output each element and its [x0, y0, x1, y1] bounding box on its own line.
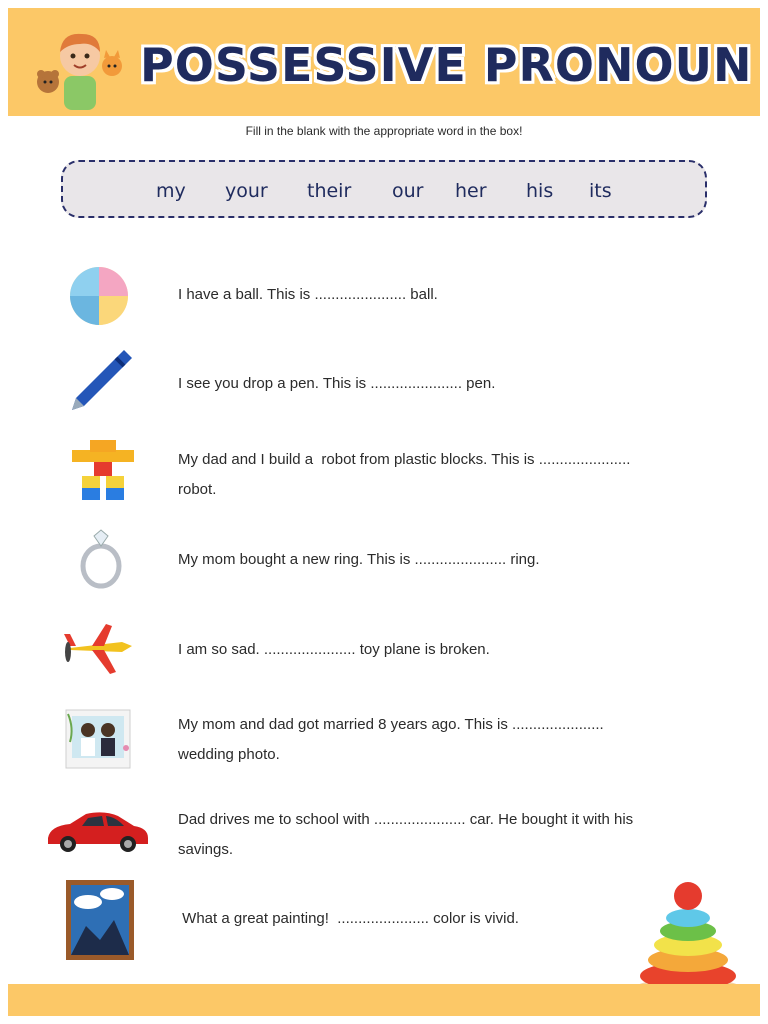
painting-icon [66, 880, 134, 960]
page-title: POSSESSIVE PRONOUN [140, 38, 753, 92]
pen-icon [66, 344, 138, 414]
question-text: My mom bought a new ring. This is ...................... ring. [178, 551, 540, 568]
word-bank-box [61, 160, 707, 218]
word-bank-item: her [455, 180, 487, 202]
wedding-photo-icon [64, 708, 132, 770]
question-text: What a great painting! ...................... color is vivid. [178, 910, 519, 927]
header-banner [8, 8, 760, 116]
question-text: I see you drop a pen. This is ...................... pen. [178, 375, 496, 392]
word-bank-item: our [392, 180, 424, 202]
toy-plane-icon [62, 620, 136, 678]
question-text: My mom and dad got married 8 years ago. This is ...................... wedding photo. [178, 716, 604, 763]
ring-icon [76, 528, 126, 590]
beach-ball-icon [68, 266, 130, 326]
toy-blocks-robot-icon [68, 436, 138, 504]
boy-with-puppets-icon [30, 22, 126, 114]
footer-banner [8, 984, 760, 1016]
question-text: I am so sad. ...................... toy plane is broken. [178, 641, 490, 658]
question-text: I have a ball. This is ...................... ball. [178, 286, 438, 303]
word-bank-item: his [526, 180, 554, 202]
red-car-icon [44, 808, 152, 854]
word-bank-item: my [156, 180, 186, 202]
word-bank-item: your [225, 180, 268, 202]
question-text: Dad drives me to school with ...................... car. He bought it with his savings. [178, 811, 634, 858]
question-text: My dad and I build a robot from plastic blocks. This is ...................... robot. [178, 451, 631, 498]
word-bank-item: their [307, 180, 352, 202]
instruction-text: Fill in the blank with the appropriate word in the box! [245, 124, 523, 138]
word-bank-item: its [589, 180, 612, 202]
